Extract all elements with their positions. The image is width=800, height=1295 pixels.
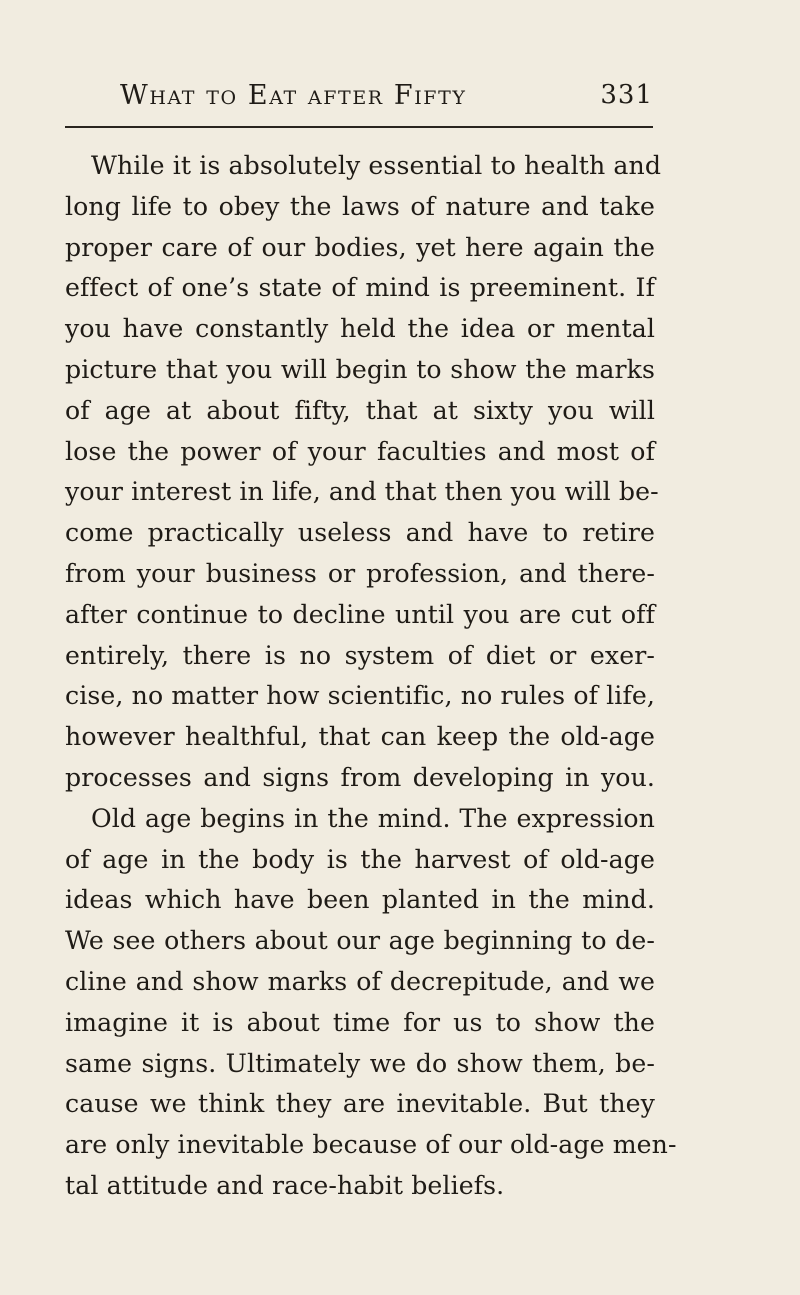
text-line: ideas which have been planted in the mind.	[65, 885, 655, 915]
text-line: proper care of our bodies, yet here again the	[65, 232, 655, 262]
text-line: however healthful, that can keep the old-age	[65, 722, 655, 752]
text-line: are only inevitable because of our old-age men-	[65, 1130, 677, 1160]
text-line: of age in the body is the harvest of old-age	[65, 844, 655, 874]
text-line: Old age begins in the mind. The expression	[91, 803, 655, 833]
text-line: come practically useless and have to retire	[65, 518, 655, 548]
text-line: long life to obey the laws of nature and take	[65, 191, 655, 221]
text-line: effect of one’s state of mind is preeminent. If	[65, 273, 655, 303]
text-line: from your business or profession, and there-	[65, 558, 655, 588]
text-line: imagine it is about time for us to show the	[65, 1007, 655, 1037]
running-head	[65, 72, 653, 116]
text-line: your interest in life, and that then you will be-	[65, 477, 659, 507]
header-rule	[65, 126, 653, 128]
text-line: lose the power of your faculties and most of	[65, 436, 655, 466]
running-title: What to Eat after Fifty	[120, 80, 467, 111]
text-line: cause we think they are inevitable. But they	[65, 1089, 655, 1119]
body-paragraph	[65, 146, 677, 1207]
page-number: 331	[600, 80, 653, 110]
text-line: after continue to decline until you are cut off	[65, 599, 655, 629]
text-line: We see others about our age beginning to de-	[65, 926, 655, 956]
text-line: processes and signs from developing in you.	[65, 762, 655, 792]
text-line: you have constantly held the idea or mental	[65, 314, 655, 344]
text-line: cline and show marks of decrepitude, and we	[65, 966, 655, 996]
text-line: tal attitude and race-habit beliefs.	[65, 1170, 505, 1200]
text-line: same signs. Ultimately we do show them, be-	[65, 1048, 655, 1078]
text-line: picture that you will begin to show the marks	[65, 354, 655, 384]
text-line: cise, no matter how scientific, no rules of life,	[65, 681, 655, 711]
text-line: of age at about fifty, that at sixty you will	[65, 395, 655, 425]
text-line: While it is absolutely essential to health and	[91, 151, 662, 180]
text-line: entirely, there is no system of diet or exer-	[65, 640, 655, 670]
